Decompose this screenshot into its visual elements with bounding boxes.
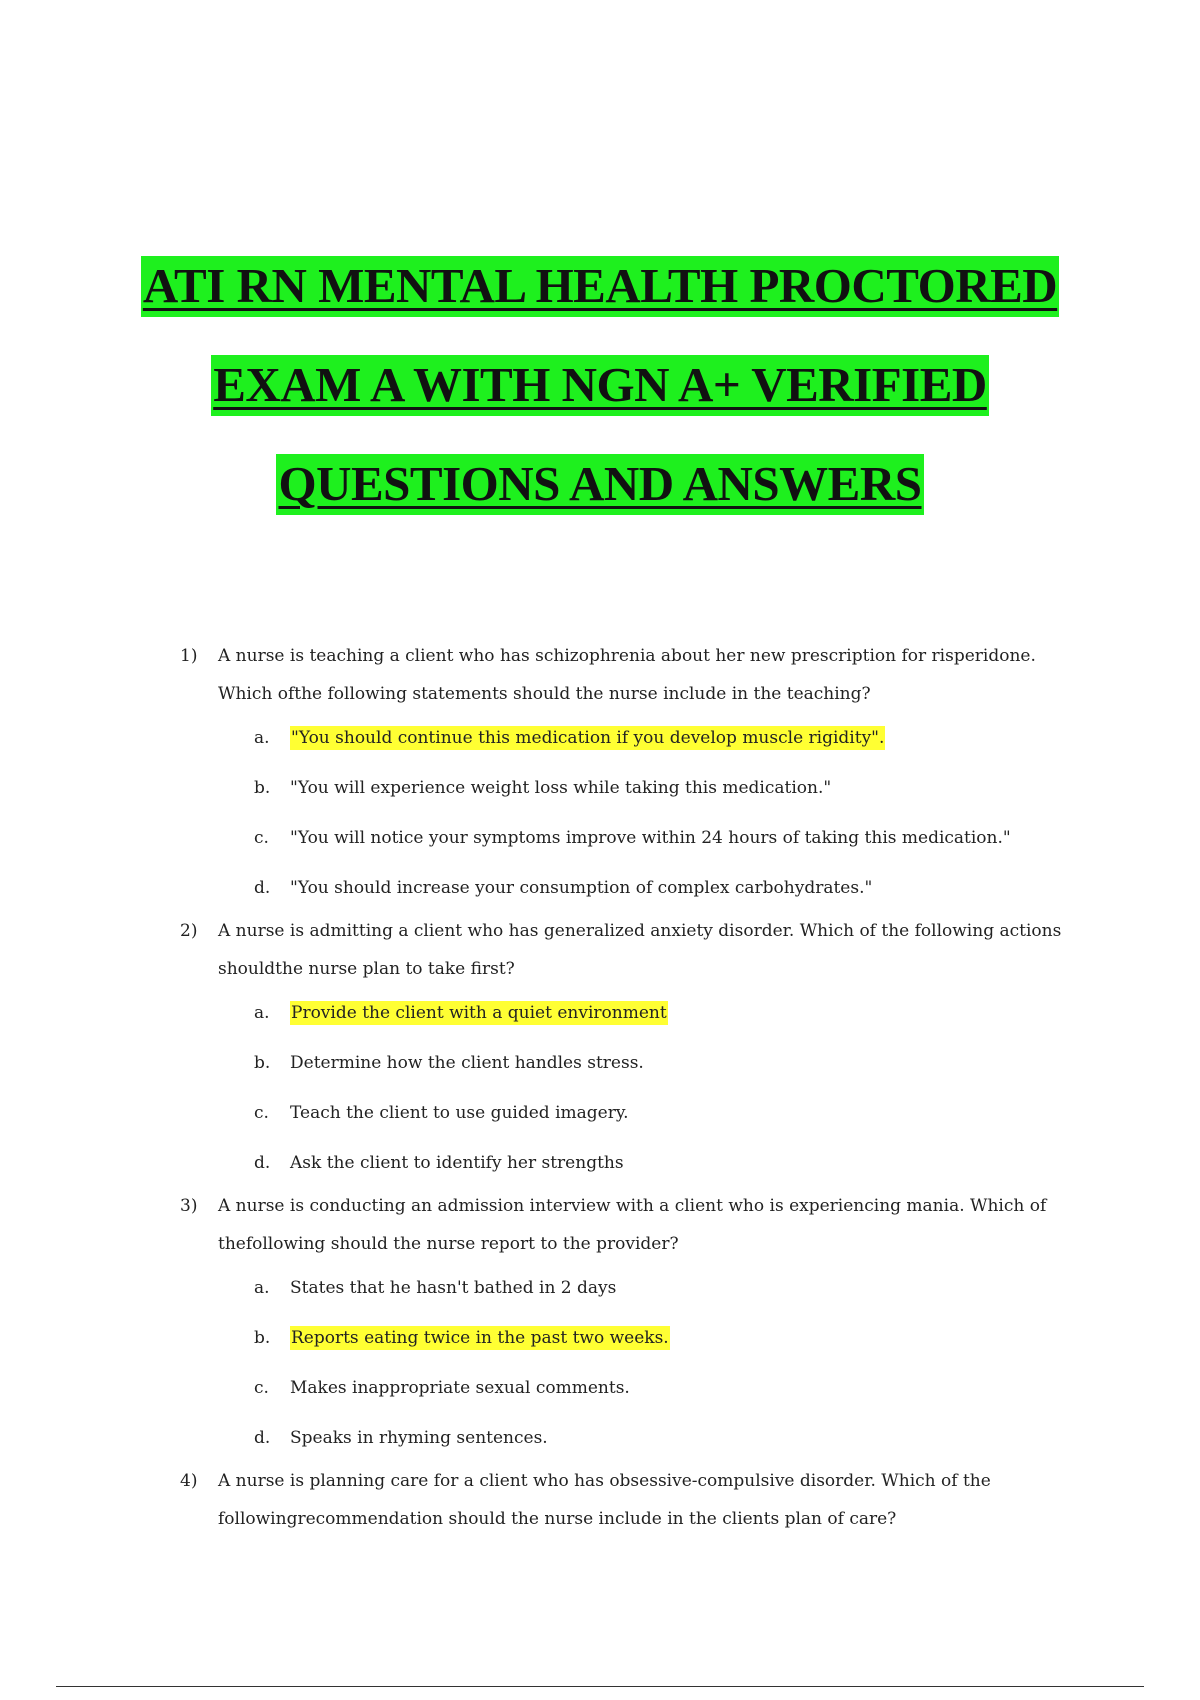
question-stem bbox=[180, 638, 1080, 713]
footer-rule bbox=[56, 1686, 1144, 1687]
option-b: b. Determine how the client handles stress. bbox=[254, 1053, 644, 1073]
question-3 bbox=[180, 1188, 1080, 1463]
option-list bbox=[180, 988, 1080, 1188]
question-text: A nurse is admitting a client who has generalized anxiety disorder. Which of the following actions shouldthe nurse plan to take first? bbox=[218, 921, 1062, 979]
correct-answer-highlight: "You should continue this medication if you develop muscle rigidity". bbox=[291, 728, 885, 748]
title-line-2: EXAM A WITH NGN A+ VERIFIED bbox=[0, 335, 1200, 434]
question-text: A nurse is conducting an admission interview with a client who is experiencing mania. Which of thefollowing should the nurse report to the provider? bbox=[218, 1196, 1047, 1254]
question-text: A nurse is teaching a client who has schizophrenia about her new prescription for risperidone. Which ofthe following statements should the nurse include in the teaching? bbox=[218, 646, 1036, 704]
option-list bbox=[180, 1263, 1080, 1463]
question-number: 3) bbox=[180, 1196, 198, 1216]
option-d: d. Ask the client to identify her strengths bbox=[254, 1153, 624, 1173]
question-1 bbox=[180, 638, 1080, 913]
option-list bbox=[180, 713, 1080, 913]
question-stem bbox=[180, 1188, 1080, 1263]
title-line-1: ATI RN MENTAL HEALTH PROCTORED bbox=[0, 236, 1200, 335]
option-c: c. Teach the client to use guided imagery. bbox=[254, 1103, 629, 1123]
question-number: 4) bbox=[180, 1471, 198, 1491]
option-d: d. Speaks in rhyming sentences. bbox=[254, 1428, 548, 1448]
option-d: d. "You should increase your consumption of complex carbohydrates." bbox=[254, 878, 873, 898]
question-stem bbox=[180, 913, 1080, 988]
question-list bbox=[180, 638, 1080, 1538]
correct-answer-highlight: Provide the client with a quiet environment bbox=[291, 1003, 667, 1023]
question-stem bbox=[180, 1463, 1080, 1538]
option-b: b. "You will experience weight loss while taking this medication." bbox=[254, 778, 832, 798]
option-a: a. States that he hasn't bathed in 2 days bbox=[254, 1278, 617, 1298]
question-number: 1) bbox=[180, 646, 198, 666]
document-title bbox=[0, 236, 1200, 533]
question-4 bbox=[180, 1463, 1080, 1538]
option-c: c. Makes inappropriate sexual comments. bbox=[254, 1378, 630, 1398]
title-line-3: QUESTIONS AND ANSWERS bbox=[0, 434, 1200, 533]
question-2 bbox=[180, 913, 1080, 1188]
option-b: b. Reports eating twice in the past two weeks. bbox=[254, 1328, 669, 1348]
option-c: c. "You will notice your symptoms improve within 24 hours of taking this medication." bbox=[254, 828, 1011, 848]
option-a: a. Provide the client with a quiet environment bbox=[254, 1003, 667, 1023]
option-a: a. "You should continue this medication if you develop muscle rigidity". bbox=[254, 728, 885, 748]
question-text: A nurse is planning care for a client who has obsessive-compulsive disorder. Which of the followingrecommendation should the nurse include in the clients plan of care? bbox=[218, 1471, 991, 1529]
correct-answer-highlight: Reports eating twice in the past two weeks. bbox=[291, 1328, 669, 1348]
question-number: 2) bbox=[180, 921, 198, 941]
